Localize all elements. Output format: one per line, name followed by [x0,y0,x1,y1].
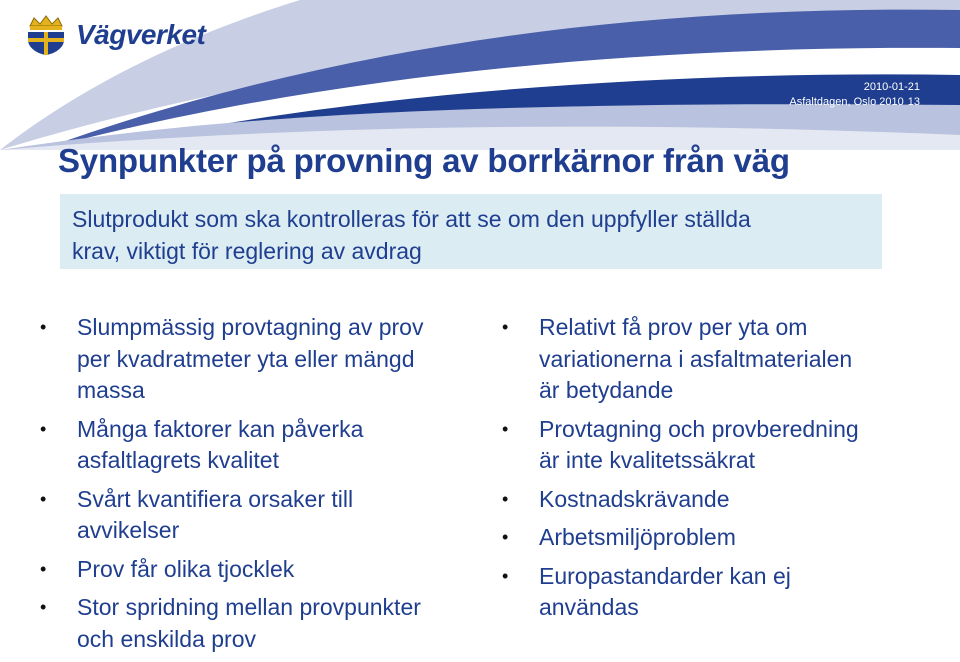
bullet-line: asfaltlagrets kvalitet [77,447,279,473]
bullet-icon: • [40,418,47,439]
bullet-icon: • [502,418,509,439]
bullet-item [40,414,485,477]
logo-text: Vägverket [76,19,206,50]
bullet-item [502,484,932,516]
bullet-line: användas [539,594,639,620]
bullet-item [502,522,932,554]
bullet-line: är inte kvalitetssäkrat [539,447,756,473]
bullet-line: Svårt kvantifiera orsaker till [77,485,354,512]
bullet-line: massa [77,377,145,403]
bullet-item [502,312,932,407]
bullet-line: per kvadratmeter yta eller mängd [77,345,415,372]
bullet-icon: • [40,488,47,509]
bullet-item [40,312,485,407]
bullet-line: Kostnadskrävande [539,485,730,512]
bullet-line: Stor spridning mellan provpunkter [77,594,421,620]
bullet-line: Arbetsmiljöproblem [539,524,736,550]
bullet-item [40,592,485,655]
subtitle-line-2: krav, viktigt för reglering av avdrag [72,238,422,264]
slide-header [0,0,960,150]
bullet-line: Slumpmässig provtagning av prov [77,314,424,340]
bullet-item [40,484,485,547]
event-name: Asfaltdagen, Oslo 2010 [789,96,904,108]
bullet-icon: • [40,317,47,337]
bullet-item [502,561,932,624]
slide-title: Synpunkter på provning av borrkärnor från väg [58,142,790,179]
bullet-line: och enskilda prov [77,625,256,652]
page-number: 13 [907,96,920,108]
slide-meta [789,80,920,110]
right-bullet-list [502,312,932,631]
bullet-icon: • [502,488,509,509]
bullet-icon: • [502,317,509,337]
bullet-icon: • [40,558,47,579]
bullet-line: Prov får olika tjocklek [77,555,295,582]
left-bullet-list [40,312,485,662]
bullet-line: variationerna i asfaltmaterialen [539,345,853,372]
bullet-icon: • [502,565,509,586]
slide-event-line [789,95,920,110]
crown-shield-icon [24,14,68,56]
bullet-line: är betydande [539,377,674,403]
bullet-line: avvikelser [77,517,180,543]
bullet-item [502,414,932,477]
vagverket-logo [24,14,205,56]
subtitle-line-1: Slutprodukt som ska kontrolleras för att se om den uppfyller ställda [72,206,751,232]
bullet-icon: • [40,597,47,617]
subtitle-box [60,194,882,269]
bullet-line: Relativt få prov per yta om [539,314,808,340]
bullet-icon: • [502,527,509,547]
bullet-line: Provtagning och provberedning [539,415,859,442]
bullet-line: Europastandarder kan ej [539,562,791,589]
bullet-item [40,554,485,586]
slide-date: 2010-01-21 [863,81,920,93]
bullet-line: Många faktorer kan påverka [77,415,364,442]
